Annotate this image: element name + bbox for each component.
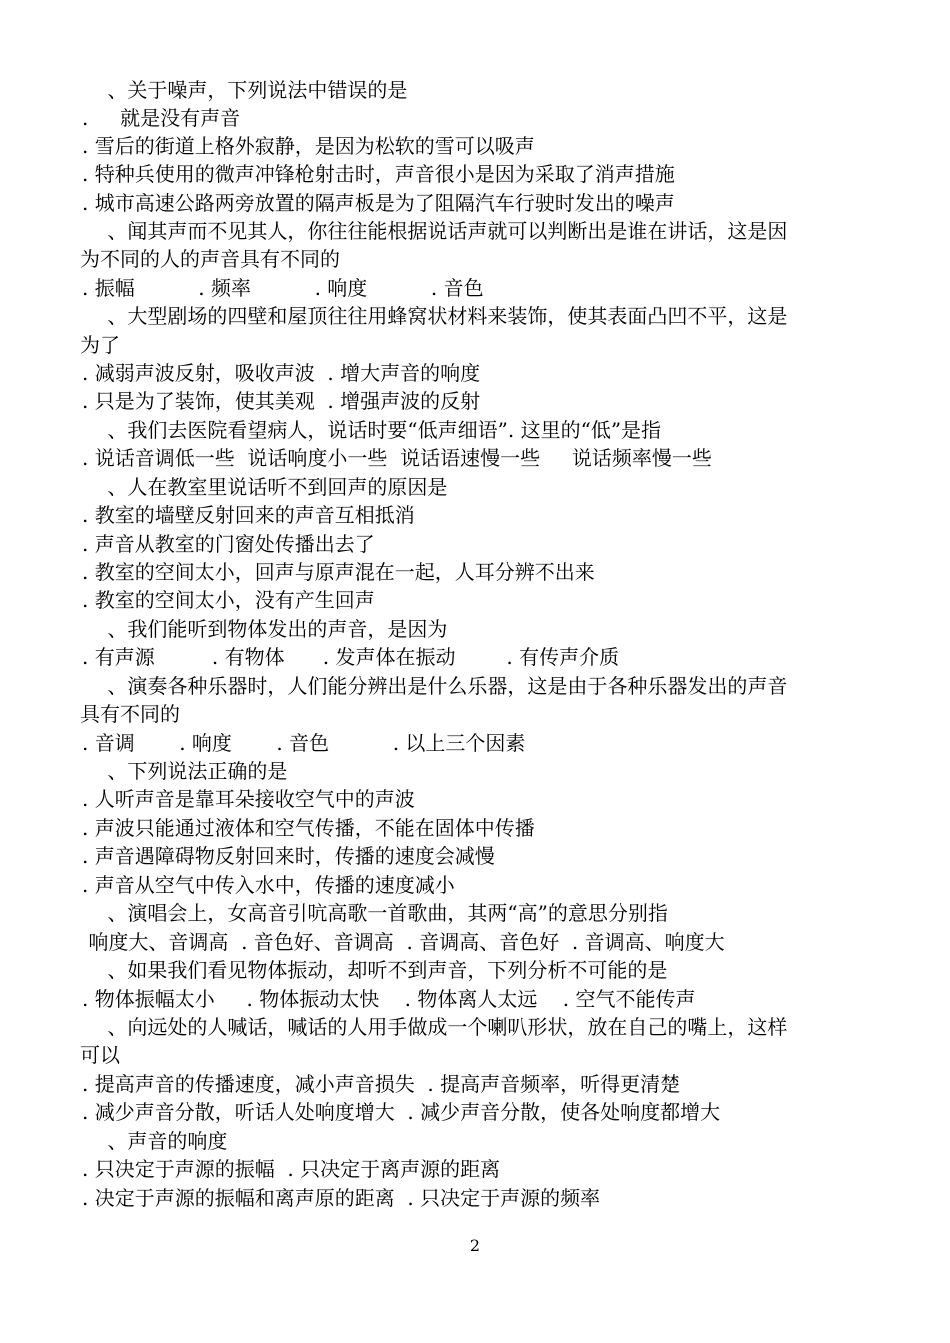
text-line: . 特种兵使用的微声冲锋枪射击时，声音很小是因为采取了消声措施	[82, 162, 675, 186]
text-line: 、声音的响度	[82, 1129, 228, 1153]
text-line: . 教室的墙壁反射回来的声音互相抵消	[82, 503, 415, 527]
text-line: 、演唱会上，女高音引吭高歌一首歌曲，其两“高”的意思分别指	[82, 901, 668, 925]
text-line: 、如果我们看见物体振动，却听不到声音，下列分析不可能的是	[82, 958, 668, 982]
text-line: . 声音从空气中传入水中，传播的速度减小	[82, 873, 455, 897]
page-number: 2	[469, 1236, 481, 1255]
text-line: . 说话音调低一些 说话响度小一些 说话语速慢一些 说话频率慢一些	[82, 446, 712, 470]
text-line: . 雪后的街道上格外寂静，是因为松软的雪可以吸声	[82, 134, 535, 158]
text-line: 、人在教室里说话听不到回声的原因是	[82, 475, 448, 499]
text-line: 、演奏各种乐器时，人们能分辨出是什么乐器，这是由于各种乐器发出的声音	[82, 674, 788, 698]
text-line: . 减少声音分散，听话人处响度增大 . 减少声音分散，使各处响度都增大	[82, 1100, 721, 1124]
text-line: 为了	[80, 333, 120, 357]
text-line: 、关于噪声，下列说法中错误的是	[82, 78, 408, 102]
text-line: . 教室的空间太小，回声与原声混在一起，人耳分辨不出来	[82, 560, 595, 584]
text-line: 、向远处的人喊话，喊话的人用手做成一个喇叭形状，放在自己的嘴上，这样	[82, 1015, 788, 1039]
text-line: . 只是为了装饰，使其美观 . 增强声波的反射	[82, 389, 481, 413]
text-line: . 减弱声波反射，吸收声波 . 增大声音的响度	[82, 361, 481, 385]
text-line: . 就是没有声音	[82, 106, 241, 130]
text-line: 为不同的人的声音具有不同的	[80, 247, 340, 271]
text-line: . 人听声音是靠耳朵接收空气中的声波	[82, 787, 415, 811]
text-line: . 提高声音的传播速度，减小声音损失 . 提高声音频率，听得更清楚	[82, 1072, 681, 1096]
text-line: . 物体振幅太小 . 物体振动太快 . 物体离人太远 . 空气不能传声	[82, 987, 696, 1011]
text-line: 、闻其声而不见其人，你往往能根据说话声就可以判断出是谁在讲话，这是因	[82, 219, 788, 243]
text-line: . 振幅 . 频率 . 响度 . 音色	[82, 276, 484, 300]
text-line: 、我们能听到物体发出的声音，是因为	[82, 617, 448, 641]
text-line: 响度大、音调高 . 音色好、音调高 . 音调高、音色好 . 音调高、响度大	[82, 930, 725, 954]
text-line: . 声波只能通过液体和空气传播，不能在固体中传播	[82, 816, 535, 840]
text-line: . 城市高速公路两旁放置的隔声板是为了阻隔汽车行驶时发出的噪声	[82, 191, 675, 215]
text-line: 具有不同的	[80, 702, 180, 726]
text-line: 、大型剧场的四壁和屋顶往往用蜂窝状材料来装饰，使其表面凸凹不平，这是	[82, 304, 788, 328]
text-line: . 教室的空间太小，没有产生回声	[82, 588, 375, 612]
text-line: 、我们去医院看望病人，说话时要“低声细语”. 这里的“低”是指	[82, 418, 662, 442]
text-line: 可以	[80, 1043, 120, 1067]
text-line: . 音调 . 响度 . 音色 . 以上三个因素	[82, 731, 526, 755]
text-line: . 声音遇障碍物反射回来时，传播的速度会减慢	[82, 844, 495, 868]
text-line: . 有声源 . 有物体 . 发声体在振动 . 有传声介质	[82, 645, 620, 669]
text-line: . 声音从教室的门窗处传播出去了	[82, 532, 375, 556]
text-line: . 决定于声源的振幅和离声原的距离 . 只决定于声源的频率	[82, 1186, 601, 1210]
text-line: . 只决定于声源的振幅 . 只决定于离声源的距离	[82, 1157, 501, 1181]
text-line: 、下列说法正确的是	[82, 759, 288, 783]
